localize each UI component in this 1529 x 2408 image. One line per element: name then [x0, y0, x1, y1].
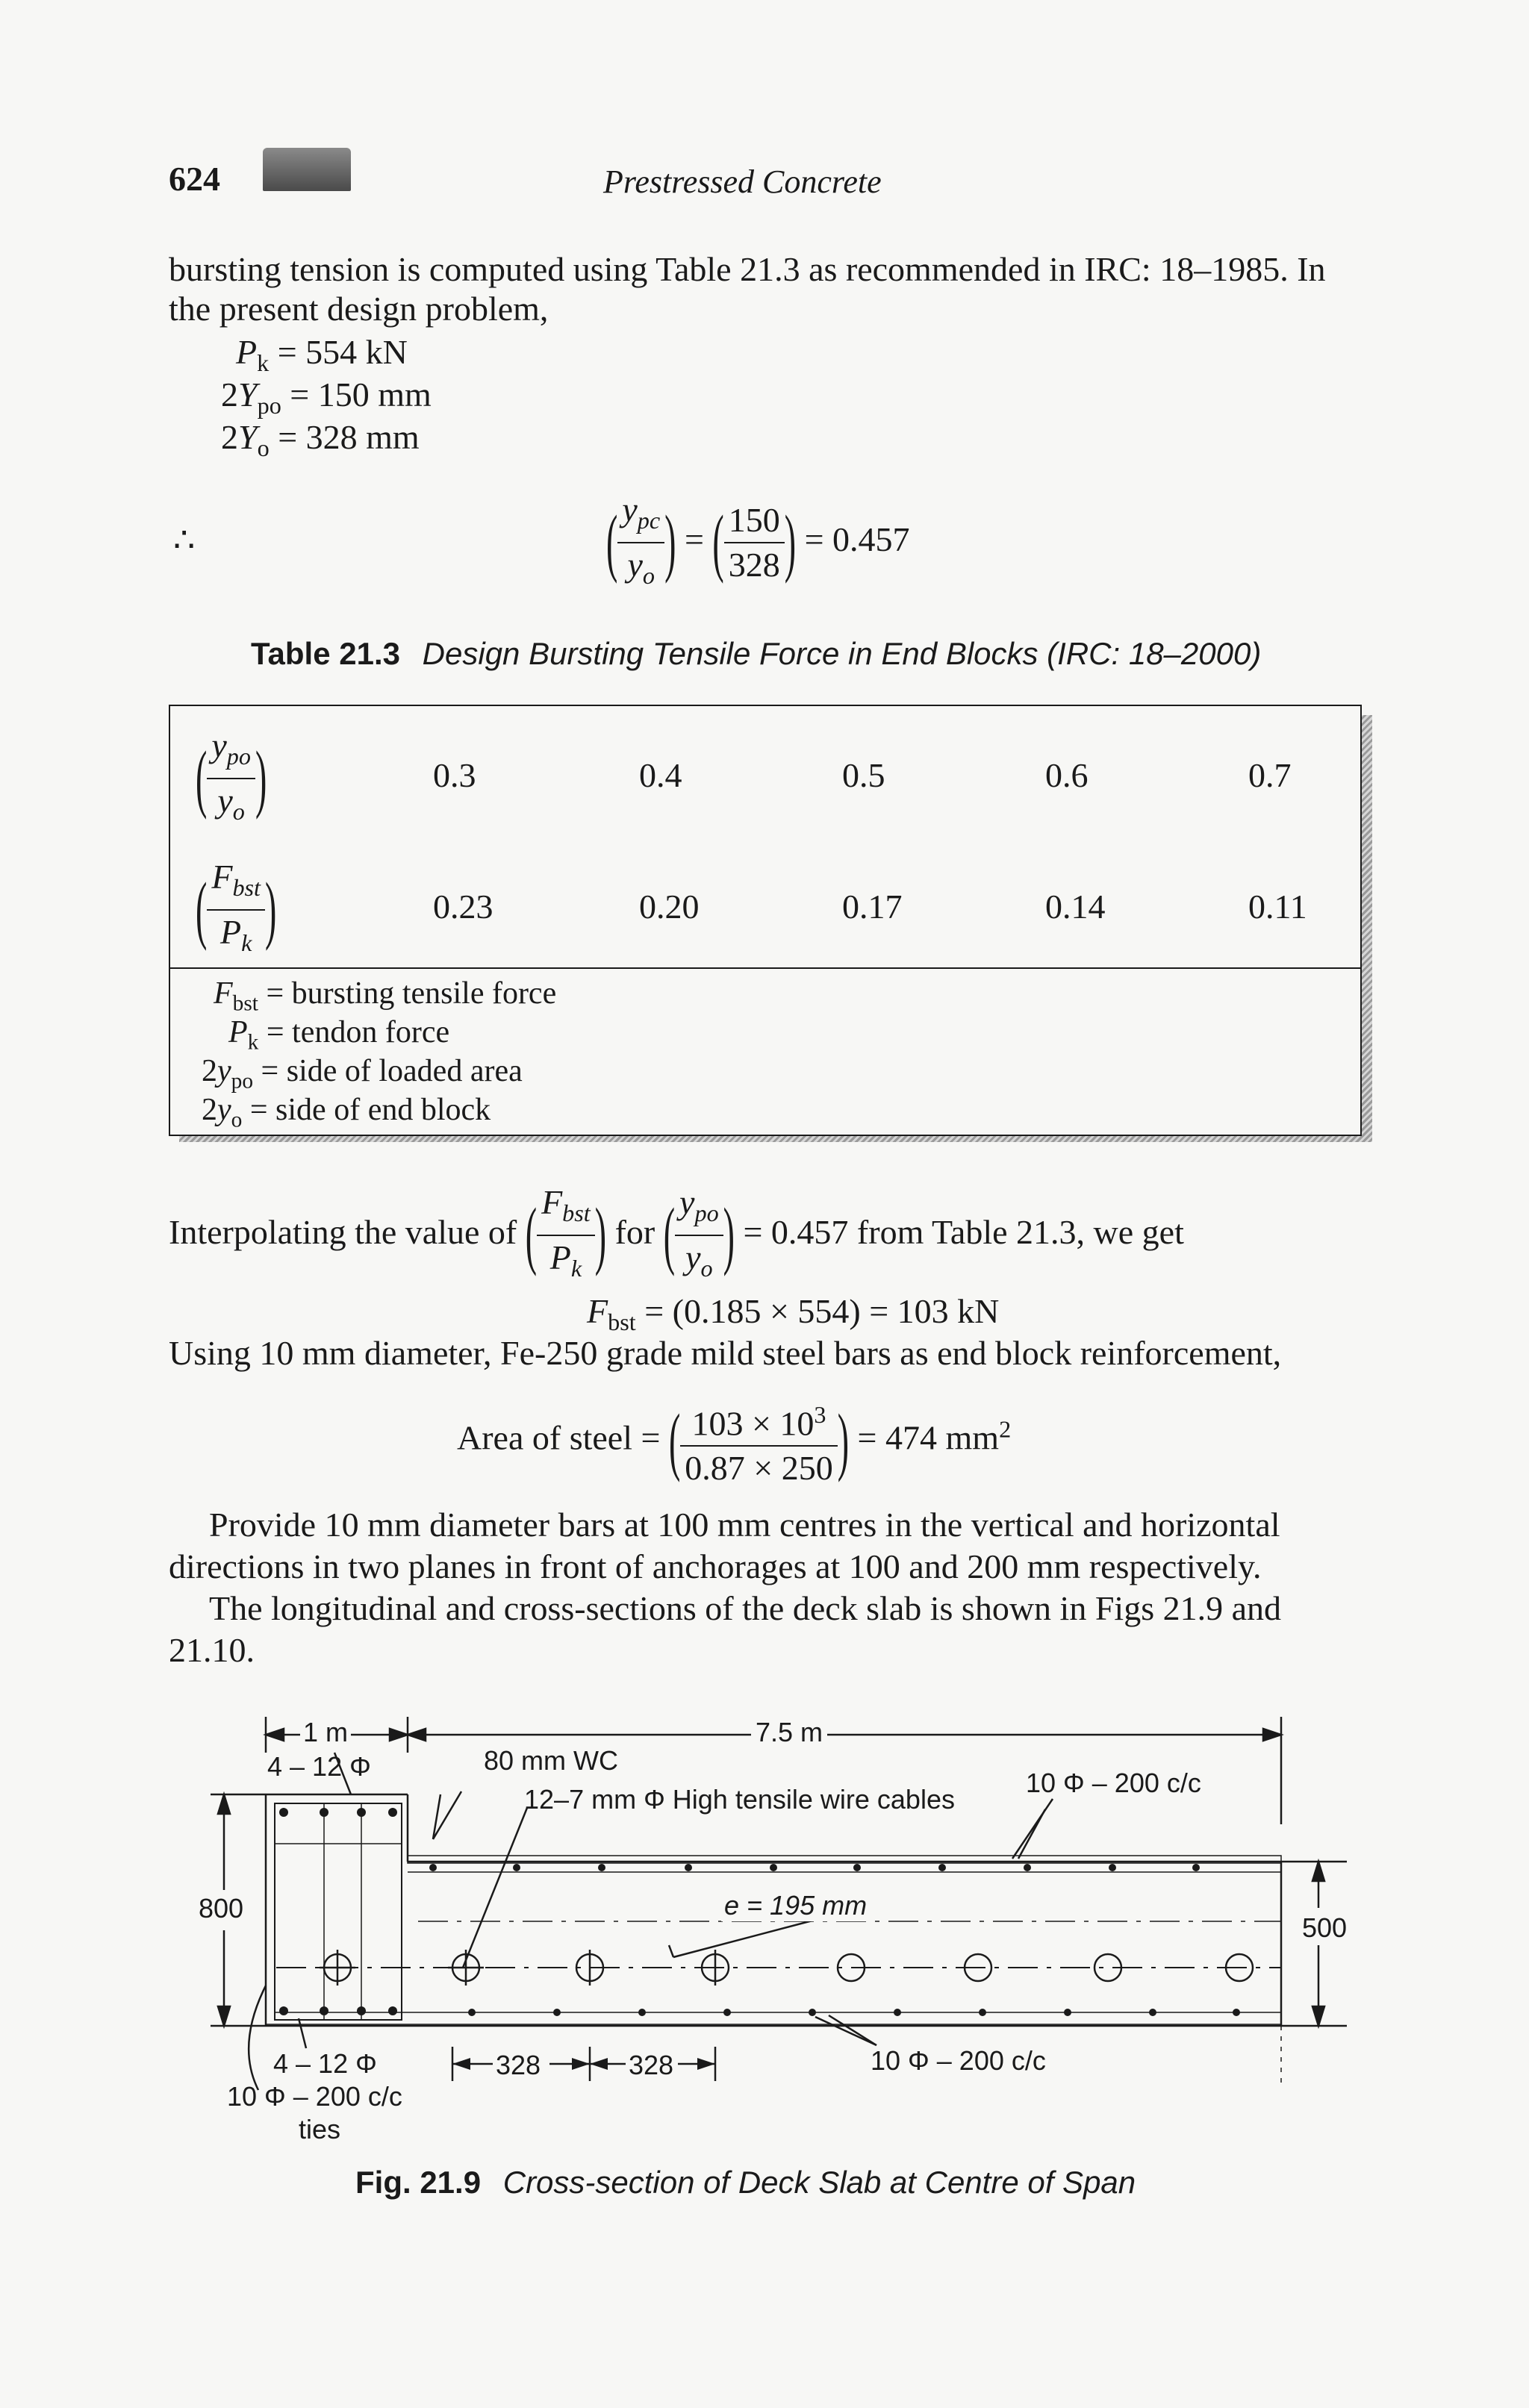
label-cables: 12–7 mm Φ High tensile wire cables	[524, 1784, 955, 1815]
label-10-200-bottom: 10 Φ – 200 c/c	[871, 2045, 1046, 2076]
table-cell: 0.23	[433, 888, 493, 926]
page-number: 624	[169, 160, 220, 198]
para2-line2: 21.10.	[169, 1631, 255, 1669]
label-4-12-bottom: 4 – 12 Φ	[273, 2048, 377, 2079]
eq-2ypo: $2Y_{po} = 150$ mm	[221, 375, 432, 419]
eq-2yo: $2Y_o = 328$ mm	[221, 418, 420, 462]
figure-caption: Fig. 21.9 Cross-section of Deck Slab at Centre of Span	[355, 2165, 1136, 2200]
label-4-12-top: 4 – 12 Φ	[267, 1751, 371, 1782]
table-row2-header: ( $\frac{F_{bst}}{P_k}$ )	[196, 855, 276, 964]
label-10-200-top: 10 Φ – 200 c/c	[1026, 1768, 1201, 1798]
label-ties: ties	[299, 2114, 341, 2145]
table-cell: 0.14	[1045, 888, 1106, 926]
area-equation: Area of steel = ( $\frac{103 \times 10^3}{0.87 \times 250}$ ) = 474 $mm^2$	[457, 1393, 1011, 1490]
label-eccentricity: e = 195 mm	[721, 1890, 870, 1921]
table-note: $F_{bst}$ = bursting tensile force	[214, 976, 557, 1016]
intro-line-2: the present design problem,	[169, 290, 549, 328]
table-cell: 0.3	[433, 756, 476, 794]
table-note: $P_k$ = tendon force	[228, 1015, 450, 1055]
dim-7-5m: 7.5 m	[751, 1717, 827, 1748]
table-cell: 0.11	[1248, 888, 1307, 926]
table-note: $2y_o$ = side of end block	[202, 1093, 491, 1132]
table-cell: 0.5	[842, 756, 885, 794]
dim-328-a: 328	[496, 2050, 541, 2080]
para1-line2: directions in two planes in front of anchorages at 100 and 200 mm respectively.	[169, 1547, 1262, 1585]
dim-800: 800	[196, 1893, 246, 1924]
para2-line1: The longitudinal and cross-sections of the deck slab is shown in Figs 21.9 and	[209, 1589, 1282, 1627]
dim-328-b: 328	[629, 2050, 674, 2080]
dim-500: 500	[1299, 1912, 1350, 1944]
therefore-symbol: ∴	[173, 521, 196, 559]
table-cell: 0.4	[639, 756, 682, 794]
table-note: $2y_{po}$ = side of loaded area	[202, 1054, 523, 1094]
fbst-equation: $F_{bst} = (0.185 \times 554) = 103$ kN	[587, 1292, 1000, 1336]
table-cell: 0.6	[1045, 756, 1089, 794]
interp-line: Interpolating the value of ( $\frac{F_{bst}}{P_k}$ ) for ( $\frac{y_{po}}{y_o}$ ) = 0.457 from Table 21.3, we get	[169, 1181, 1184, 1290]
label-wearing-coat: 80 mm WC	[484, 1745, 618, 1776]
table-cell: 0.20	[639, 888, 700, 926]
running-title: Prestressed Concrete	[603, 163, 882, 200]
table-row1-header: ( $\frac{y_{po}}{y_o}$ )	[196, 724, 267, 833]
eq-pk: $P_k = 554$ kN	[236, 333, 408, 377]
table-cell: 0.17	[842, 888, 903, 926]
table-caption: Table 21.3 Design Bursting Tensile Force in End Blocks (IRC: 18–2000)	[251, 636, 1262, 671]
dim-1m: 1 m	[300, 1717, 351, 1748]
using-line: Using 10 mm diameter, Fe-250 grade mild steel bars as end block reinforcement,	[169, 1334, 1282, 1372]
label-ties-spec: 10 Φ – 200 c/c	[227, 2081, 402, 2112]
ratio-equation: ( $\frac{y_{pc}}{y_o}$ ) = ( $\frac{150}{328}$ ) = 0.457	[606, 488, 910, 597]
table-cell: 0.7	[1248, 756, 1292, 794]
intro-line-1: bursting tension is computed using Table 21.3 as recommended in IRC: 18–1985. In	[169, 250, 1326, 288]
para1-line1: Provide 10 mm diameter bars at 100 mm centres in the vertical and horizontal	[209, 1506, 1280, 1544]
